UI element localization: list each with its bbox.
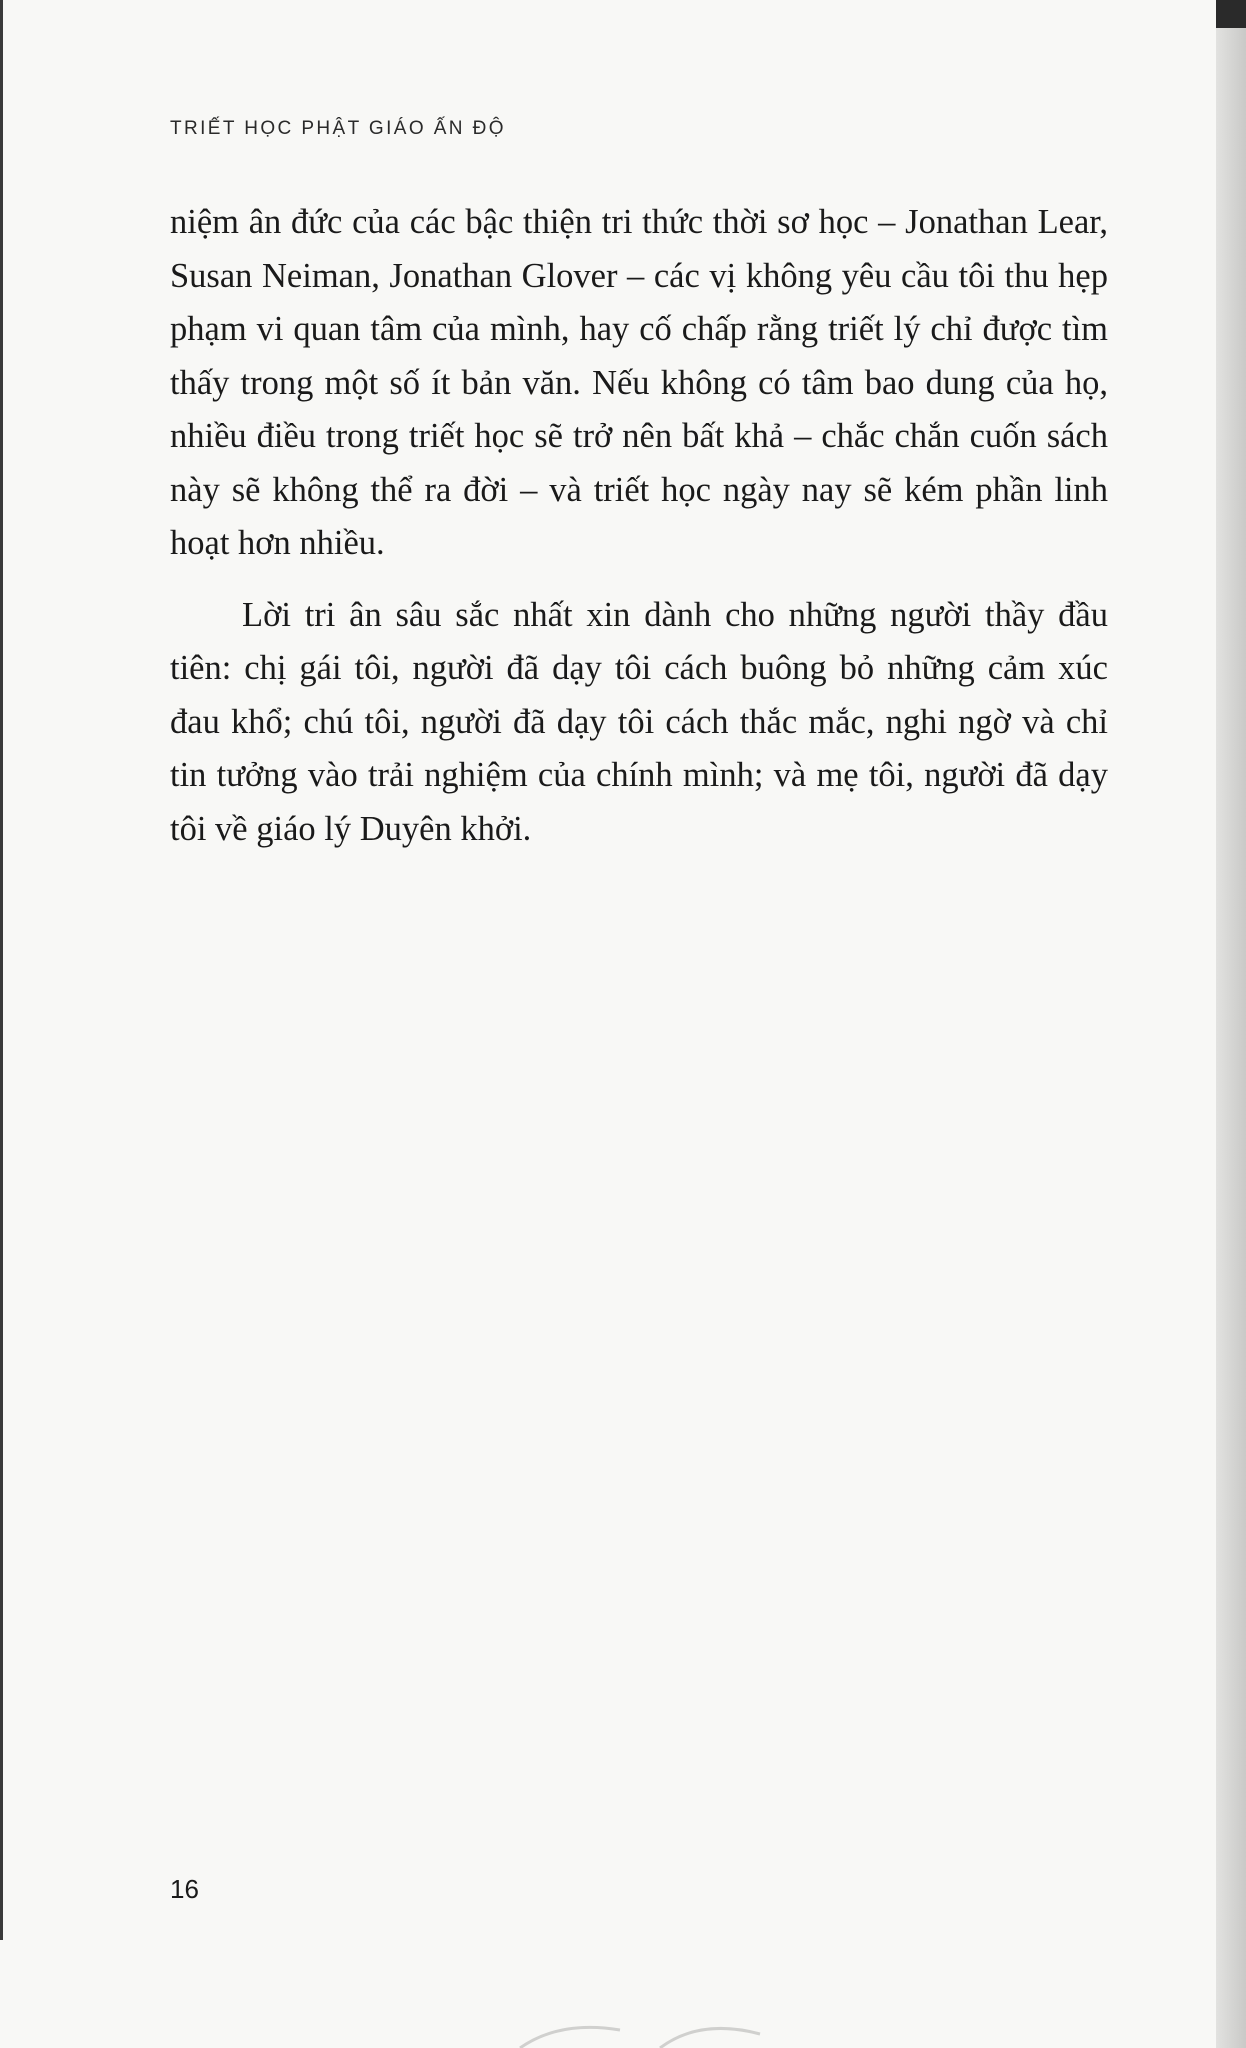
- running-header: TRIẾT HỌC PHẬT GIÁO ẤN ĐỘ: [170, 118, 506, 139]
- bottom-edge-marks: [0, 1990, 1216, 2048]
- page-number: 16: [170, 1874, 199, 1904]
- page-edge: [1216, 0, 1246, 2048]
- body-text: [170, 196, 1108, 856]
- page-gutter-shadow: [0, 0, 3, 1940]
- paragraph-acknowledgement: Lời tri ân sâu sắc nhất xin dành cho những người thầy đầu tiên: chị gái tôi, người đã dạy tôi cách buông bỏ những cảm xúc đau khổ; chú tôi, người đã dạy tôi cách thắc mắc, nghi ngờ và chỉ tin tưởng vào trải nghiệm của chính mình; và mẹ tôi, người đã dạy tôi về giáo lý Duyên khởi.: [170, 595, 1108, 848]
- corner-shadow: [1216, 0, 1246, 28]
- paragraph-continued: niệm ân đức của các bậc thiện tri thức thời sơ học – Jonathan Lear, Susan Neiman, Jonathan Glover – các vị không yêu cầu tôi thu hẹp phạm vi quan tâm của mình, hay cố chấp rằng triết lý chỉ được tìm thấy trong một số ít bản văn. Nếu không có tâm bao dung của họ, nhiều điều trong triết học sẽ trở nên bất khả – chắc chắn cuốn sách này sẽ không thể ra đời – và triết học ngày nay sẽ kém phần linh hoạt hơn nhiều.: [170, 203, 1108, 562]
